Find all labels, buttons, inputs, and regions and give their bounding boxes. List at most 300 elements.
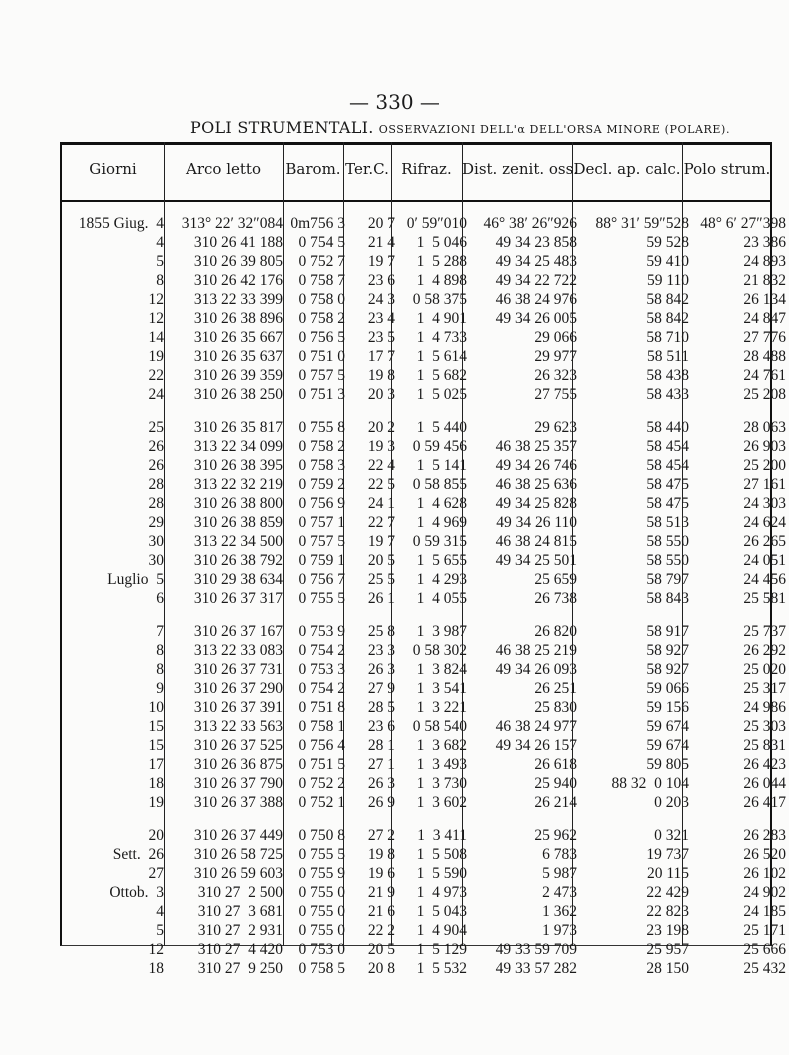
row-date: 9 bbox=[156, 680, 164, 697]
row-polo: 26 520 bbox=[743, 846, 786, 863]
row-arco-letto: 310 26 37 167 bbox=[193, 623, 283, 640]
row-arco-letto: 310 27 9 250 bbox=[197, 960, 283, 977]
row-termometro: 22 5 bbox=[367, 476, 395, 493]
row-date: 15 bbox=[148, 718, 164, 735]
row-termometro: 19 8 bbox=[367, 846, 395, 863]
row-polo: 24 456 bbox=[743, 571, 786, 588]
row-polo: 26 102 bbox=[743, 865, 786, 882]
row-declinazione: 19 737 bbox=[646, 846, 689, 863]
row-termometro: 22 4 bbox=[367, 457, 395, 474]
row-declinazione: 88° 31′ 59″528 bbox=[595, 215, 689, 232]
row-date: 22 bbox=[148, 367, 164, 384]
table-row bbox=[60, 641, 788, 660]
row-date: 1855 Giug. 4 bbox=[78, 215, 164, 232]
table-row bbox=[60, 774, 788, 793]
row-declinazione: 22 429 bbox=[646, 884, 689, 901]
row-date: 27 bbox=[148, 865, 164, 882]
table-row bbox=[60, 717, 788, 736]
page-title bbox=[190, 118, 730, 137]
page-number: — 330 — bbox=[349, 90, 440, 114]
row-arco-letto: 310 26 37 525 bbox=[193, 737, 283, 754]
row-date: 8 bbox=[156, 272, 164, 289]
row-polo: 25 200 bbox=[743, 457, 786, 474]
row-barometro: 0 751 0 bbox=[298, 348, 345, 365]
row-rifrazione: 1 3 493 bbox=[416, 756, 467, 773]
row-termometro: 26 3 bbox=[367, 775, 395, 792]
row-rifrazione: 1 3 730 bbox=[416, 775, 467, 792]
row-termometro: 24 1 bbox=[367, 495, 395, 512]
table-row bbox=[60, 755, 788, 774]
title-sub: OSSERVAZIONI DELL'α DELL'ORSA MINORE (POLARE). bbox=[378, 123, 731, 136]
row-distanza-zenitale: 46 38 25 357 bbox=[495, 438, 577, 455]
column-header-polo-strumentale: Polo strum. bbox=[683, 160, 771, 178]
row-date: 5 bbox=[156, 922, 164, 939]
row-date: 29 bbox=[148, 514, 164, 531]
row-termometro: 19 6 bbox=[367, 865, 395, 882]
table-row bbox=[60, 698, 788, 717]
table-row bbox=[60, 622, 788, 641]
row-arco-letto: 310 26 38 792 bbox=[193, 552, 283, 569]
row-termometro: 28 5 bbox=[367, 699, 395, 716]
row-distanza-zenitale: 46 38 25 219 bbox=[495, 642, 577, 659]
row-rifrazione: 0′ 59″010 bbox=[406, 215, 467, 232]
row-distanza-zenitale: 25 830 bbox=[534, 699, 577, 716]
row-declinazione: 0 321 bbox=[654, 827, 689, 844]
row-distanza-zenitale: 49 34 26 110 bbox=[496, 514, 577, 531]
row-rifrazione: 0 58 375 bbox=[412, 291, 467, 308]
header-divider bbox=[60, 200, 772, 202]
column-header-barom: Barom. bbox=[285, 160, 341, 178]
row-termometro: 27 2 bbox=[367, 827, 395, 844]
table-row bbox=[60, 290, 788, 309]
row-date: 20 bbox=[148, 827, 164, 844]
row-declinazione: 59 110 bbox=[646, 272, 689, 289]
row-date: 8 bbox=[156, 661, 164, 678]
row-distanza-zenitale: 6 783 bbox=[542, 846, 577, 863]
table-row bbox=[60, 456, 788, 475]
row-barometro: 0 758 5 bbox=[298, 960, 345, 977]
row-polo: 25 432 bbox=[743, 960, 786, 977]
row-termometro: 26 9 bbox=[367, 794, 395, 811]
row-barometro: 0 756 9 bbox=[298, 495, 345, 512]
row-date: 30 bbox=[148, 552, 164, 569]
row-barometro: 0 751 3 bbox=[298, 386, 345, 403]
row-declinazione: 58 440 bbox=[646, 419, 689, 436]
row-declinazione: 58 475 bbox=[646, 476, 689, 493]
row-rifrazione: 0 59 315 bbox=[412, 533, 467, 550]
row-polo: 25 171 bbox=[743, 922, 786, 939]
row-declinazione: 58 454 bbox=[646, 457, 689, 474]
row-arco-letto: 310 26 37 317 bbox=[193, 590, 283, 607]
table-row bbox=[60, 736, 788, 755]
row-termometro: 19 3 bbox=[367, 438, 395, 455]
row-arco-letto: 310 27 3 681 bbox=[197, 903, 283, 920]
row-termometro: 20 7 bbox=[367, 215, 395, 232]
column-header-giorni: Giorni bbox=[89, 160, 137, 178]
row-date: 5 bbox=[156, 253, 164, 270]
row-barometro: 0 759 2 bbox=[298, 476, 345, 493]
row-polo: 24 761 bbox=[743, 367, 786, 384]
row-barometro: 0 755 0 bbox=[298, 884, 345, 901]
row-barometro: 0 754 5 bbox=[298, 234, 345, 251]
row-polo: 25 317 bbox=[743, 680, 786, 697]
row-distanza-zenitale: 49 34 25 501 bbox=[495, 552, 577, 569]
row-date: Sett. 26 bbox=[112, 846, 164, 863]
row-termometro: 22 2 bbox=[367, 922, 395, 939]
row-polo: 25 020 bbox=[743, 661, 786, 678]
row-arco-letto: 313 22 33 083 bbox=[193, 642, 283, 659]
table-row bbox=[60, 347, 788, 366]
column-header-rifrazione: Rifraz. bbox=[401, 160, 452, 178]
row-polo: 26 134 bbox=[743, 291, 786, 308]
row-polo: 21 832 bbox=[743, 272, 786, 289]
row-distanza-zenitale: 26 214 bbox=[534, 794, 577, 811]
row-polo: 24 902 bbox=[743, 884, 786, 901]
table-row bbox=[60, 551, 788, 570]
row-date: 18 bbox=[148, 960, 164, 977]
row-termometro: 24 3 bbox=[367, 291, 395, 308]
row-barometro: 0 754 2 bbox=[298, 642, 345, 659]
row-arco-letto: 310 26 39 805 bbox=[193, 253, 283, 270]
column-header-termometro: Ter.C. bbox=[345, 160, 389, 178]
row-polo: 24 051 bbox=[743, 552, 786, 569]
row-distanza-zenitale: 49 34 26 093 bbox=[495, 661, 577, 678]
row-rifrazione: 1 5 614 bbox=[416, 348, 467, 365]
row-rifrazione: 1 4 973 bbox=[416, 884, 467, 901]
row-date: 19 bbox=[148, 794, 164, 811]
row-barometro: 0 757 5 bbox=[298, 367, 345, 384]
row-date: 25 bbox=[148, 419, 164, 436]
row-barometro: 0 750 8 bbox=[298, 827, 345, 844]
table-row bbox=[60, 902, 788, 921]
row-rifrazione: 1 5 288 bbox=[416, 253, 467, 270]
row-date: 14 bbox=[148, 329, 164, 346]
column-header-distanza-zenitale: Dist. zenit. oss. bbox=[462, 160, 579, 178]
row-termometro: 21 4 bbox=[367, 234, 395, 251]
row-barometro: 0 751 5 bbox=[298, 756, 345, 773]
row-declinazione: 58 475 bbox=[646, 495, 689, 512]
row-rifrazione: 1 4 898 bbox=[416, 272, 467, 289]
row-date: 12 bbox=[148, 310, 164, 327]
row-arco-letto: 310 29 38 634 bbox=[193, 571, 283, 588]
row-arco-letto: 310 26 37 731 bbox=[193, 661, 283, 678]
row-declinazione: 28 150 bbox=[646, 960, 689, 977]
row-distanza-zenitale: 29 977 bbox=[534, 348, 577, 365]
row-declinazione: 58 842 bbox=[646, 310, 689, 327]
row-distanza-zenitale: 49 34 23 858 bbox=[495, 234, 577, 251]
row-distanza-zenitale: 49 34 25 483 bbox=[495, 253, 577, 270]
row-rifrazione: 1 5 440 bbox=[416, 419, 467, 436]
row-rifrazione: 1 5 129 bbox=[416, 941, 467, 958]
table-row bbox=[60, 366, 788, 385]
table-row bbox=[60, 826, 788, 845]
observations-table bbox=[60, 214, 788, 978]
row-distanza-zenitale: 26 820 bbox=[534, 623, 577, 640]
row-barometro: 0 753 0 bbox=[298, 941, 345, 958]
row-date: Luglio 5 bbox=[107, 571, 164, 588]
row-rifrazione: 0 58 540 bbox=[412, 718, 467, 735]
row-polo: 26 417 bbox=[743, 794, 786, 811]
row-date: 12 bbox=[148, 291, 164, 308]
row-distanza-zenitale: 49 34 26 746 bbox=[495, 457, 577, 474]
row-polo: 24 847 bbox=[743, 310, 786, 327]
row-polo: 24 185 bbox=[743, 903, 786, 920]
table-row bbox=[60, 214, 788, 233]
row-declinazione: 59 156 bbox=[646, 699, 689, 716]
row-polo: 26 044 bbox=[743, 775, 786, 792]
row-barometro: 0 759 1 bbox=[298, 552, 345, 569]
row-arco-letto: 310 26 37 290 bbox=[193, 680, 283, 697]
table-row bbox=[60, 864, 788, 883]
row-arco-letto: 310 26 41 188 bbox=[193, 234, 283, 251]
row-declinazione: 59 674 bbox=[646, 718, 689, 735]
row-barometro: 0 752 2 bbox=[298, 775, 345, 792]
row-arco-letto: 310 27 2 500 bbox=[197, 884, 283, 901]
row-declinazione: 88 32 0 104 bbox=[611, 775, 689, 792]
row-termometro: 26 3 bbox=[367, 661, 395, 678]
row-declinazione: 23 198 bbox=[646, 922, 689, 939]
row-rifrazione: 1 5 043 bbox=[416, 903, 467, 920]
table-row bbox=[60, 475, 788, 494]
row-polo: 25 208 bbox=[743, 386, 786, 403]
row-polo: 25 666 bbox=[743, 941, 786, 958]
row-date: 24 bbox=[148, 386, 164, 403]
row-rifrazione: 1 3 824 bbox=[416, 661, 467, 678]
table-row bbox=[60, 679, 788, 698]
group-spacer bbox=[60, 812, 788, 826]
row-distanza-zenitale: 46 38 24 976 bbox=[495, 291, 577, 308]
row-termometro: 25 8 bbox=[367, 623, 395, 640]
row-declinazione: 58 842 bbox=[646, 291, 689, 308]
row-declinazione: 58 843 bbox=[646, 590, 689, 607]
row-declinazione: 58 438 bbox=[646, 367, 689, 384]
row-barometro: 0 755 0 bbox=[298, 903, 345, 920]
row-arco-letto: 310 26 42 176 bbox=[193, 272, 283, 289]
row-termometro: 19 7 bbox=[367, 253, 395, 270]
row-declinazione: 58 511 bbox=[646, 348, 689, 365]
row-distanza-zenitale: 46 38 25 636 bbox=[495, 476, 577, 493]
title-main: POLI STRUMENTALI. bbox=[190, 118, 374, 137]
row-date: 28 bbox=[148, 495, 164, 512]
row-declinazione: 20 115 bbox=[646, 865, 689, 882]
row-declinazione: 25 957 bbox=[646, 941, 689, 958]
row-declinazione: 59 674 bbox=[646, 737, 689, 754]
row-arco-letto: 310 26 59 603 bbox=[193, 865, 283, 882]
row-rifrazione: 1 4 293 bbox=[416, 571, 467, 588]
row-rifrazione: 1 5 046 bbox=[416, 234, 467, 251]
table-row bbox=[60, 309, 788, 328]
row-distanza-zenitale: 25 962 bbox=[534, 827, 577, 844]
row-date: 28 bbox=[148, 476, 164, 493]
row-rifrazione: 1 5 532 bbox=[416, 960, 467, 977]
row-distanza-zenitale: 29 623 bbox=[534, 419, 577, 436]
row-rifrazione: 1 3 411 bbox=[417, 827, 467, 844]
row-rifrazione: 0 59 456 bbox=[412, 438, 467, 455]
table-row bbox=[60, 660, 788, 679]
row-date: 15 bbox=[148, 737, 164, 754]
table-row bbox=[60, 845, 788, 864]
row-polo: 24 893 bbox=[743, 253, 786, 270]
column-header-declinazione: Decl. ap. calc. bbox=[573, 160, 681, 178]
row-barometro: 0 758 2 bbox=[298, 310, 345, 327]
row-distanza-zenitale: 25 659 bbox=[534, 571, 577, 588]
row-termometro: 20 8 bbox=[367, 960, 395, 977]
row-barometro: 0 755 5 bbox=[298, 846, 345, 863]
row-arco-letto: 310 26 35 637 bbox=[193, 348, 283, 365]
row-rifrazione: 0 58 302 bbox=[412, 642, 467, 659]
row-distanza-zenitale: 46 38 24 977 bbox=[495, 718, 577, 735]
row-distanza-zenitale: 2 473 bbox=[542, 884, 577, 901]
table-row bbox=[60, 589, 788, 608]
row-barometro: 0 752 7 bbox=[298, 253, 345, 270]
row-polo: 48° 6′ 27″398 bbox=[700, 215, 786, 232]
row-distanza-zenitale: 49 34 26 005 bbox=[495, 310, 577, 327]
row-barometro: 0 758 0 bbox=[298, 291, 345, 308]
row-termometro: 23 6 bbox=[367, 718, 395, 735]
row-declinazione: 58 513 bbox=[646, 514, 689, 531]
table-row bbox=[60, 252, 788, 271]
row-date: 19 bbox=[148, 348, 164, 365]
row-termometro: 27 9 bbox=[367, 680, 395, 697]
row-arco-letto: 313 22 32 219 bbox=[193, 476, 283, 493]
row-distanza-zenitale: 49 34 26 157 bbox=[495, 737, 577, 754]
row-barometro: 0 752 1 bbox=[298, 794, 345, 811]
row-arco-letto: 310 26 39 359 bbox=[193, 367, 283, 384]
row-barometro: 0 755 8 bbox=[298, 419, 345, 436]
row-declinazione: 59 066 bbox=[646, 680, 689, 697]
row-polo: 28 063 bbox=[743, 419, 786, 436]
row-date: 18 bbox=[148, 775, 164, 792]
row-rifrazione: 1 5 508 bbox=[416, 846, 467, 863]
row-arco-letto: 310 27 4 420 bbox=[197, 941, 283, 958]
table-row bbox=[60, 328, 788, 347]
row-termometro: 22 7 bbox=[367, 514, 395, 531]
row-declinazione: 58 433 bbox=[646, 386, 689, 403]
row-declinazione: 58 710 bbox=[646, 329, 689, 346]
row-date: 17 bbox=[148, 756, 164, 773]
row-polo: 27 161 bbox=[743, 476, 786, 493]
row-date: 8 bbox=[156, 642, 164, 659]
row-distanza-zenitale: 26 251 bbox=[534, 680, 577, 697]
row-date: 10 bbox=[148, 699, 164, 716]
row-barometro: 0 758 3 bbox=[298, 457, 345, 474]
row-barometro: 0 756 5 bbox=[298, 329, 345, 346]
row-rifrazione: 0 58 855 bbox=[412, 476, 467, 493]
row-termometro: 20 5 bbox=[367, 941, 395, 958]
row-rifrazione: 1 3 682 bbox=[416, 737, 467, 754]
row-termometro: 20 2 bbox=[367, 419, 395, 436]
row-distanza-zenitale: 1 362 bbox=[542, 903, 577, 920]
row-arco-letto: 310 26 38 800 bbox=[193, 495, 283, 512]
row-arco-letto: 310 26 36 875 bbox=[193, 756, 283, 773]
row-declinazione: 59 528 bbox=[646, 234, 689, 251]
row-rifrazione: 1 4 901 bbox=[416, 310, 467, 327]
row-barometro: 0 755 0 bbox=[298, 922, 345, 939]
row-declinazione: 0 203 bbox=[654, 794, 689, 811]
row-rifrazione: 1 4 055 bbox=[416, 590, 467, 607]
row-declinazione: 58 917 bbox=[646, 623, 689, 640]
row-termometro: 17 7 bbox=[367, 348, 395, 365]
row-date: 12 bbox=[148, 941, 164, 958]
row-termometro: 20 3 bbox=[367, 386, 395, 403]
table-row bbox=[60, 271, 788, 290]
row-polo: 24 303 bbox=[743, 495, 786, 512]
row-barometro: 0 755 9 bbox=[298, 865, 345, 882]
row-distanza-zenitale: 25 940 bbox=[534, 775, 577, 792]
row-polo: 26 283 bbox=[743, 827, 786, 844]
row-rifrazione: 1 4 904 bbox=[416, 922, 467, 939]
row-rifrazione: 1 3 221 bbox=[416, 699, 467, 716]
row-rifrazione: 1 5 682 bbox=[416, 367, 467, 384]
row-rifrazione: 1 3 541 bbox=[416, 680, 467, 697]
row-termometro: 28 1 bbox=[367, 737, 395, 754]
group-spacer bbox=[60, 404, 788, 418]
row-polo: 26 292 bbox=[743, 642, 786, 659]
row-rifrazione: 1 5 590 bbox=[416, 865, 467, 882]
row-arco-letto: 313 22 33 399 bbox=[193, 291, 283, 308]
column-header-arco-letto: Arco letto bbox=[186, 160, 261, 178]
row-declinazione: 58 927 bbox=[646, 642, 689, 659]
table-row bbox=[60, 959, 788, 978]
row-polo: 25 831 bbox=[743, 737, 786, 754]
row-rifrazione: 1 5 025 bbox=[416, 386, 467, 403]
row-polo: 24 624 bbox=[743, 514, 786, 531]
row-polo: 26 903 bbox=[743, 438, 786, 455]
row-rifrazione: 1 4 733 bbox=[416, 329, 467, 346]
table-row bbox=[60, 233, 788, 252]
row-arco-letto: 310 26 37 388 bbox=[193, 794, 283, 811]
row-barometro: 0 753 9 bbox=[298, 623, 345, 640]
row-termometro: 23 4 bbox=[367, 310, 395, 327]
row-arco-letto: 313 22 33 563 bbox=[193, 718, 283, 735]
row-barometro: 0 756 4 bbox=[298, 737, 345, 754]
row-polo: 27 776 bbox=[743, 329, 786, 346]
row-barometro: 0 751 8 bbox=[298, 699, 345, 716]
row-termometro: 25 5 bbox=[367, 571, 395, 588]
table-row bbox=[60, 437, 788, 456]
table-row bbox=[60, 494, 788, 513]
row-declinazione: 58 550 bbox=[646, 533, 689, 550]
row-distanza-zenitale: 46 38 24 815 bbox=[495, 533, 577, 550]
row-termometro: 21 6 bbox=[367, 903, 395, 920]
row-arco-letto: 313 22 34 099 bbox=[193, 438, 283, 455]
row-distanza-zenitale: 49 33 59 709 bbox=[495, 941, 577, 958]
row-rifrazione: 1 5 655 bbox=[416, 552, 467, 569]
row-termometro: 19 8 bbox=[367, 367, 395, 384]
row-declinazione: 58 927 bbox=[646, 661, 689, 678]
row-date: 4 bbox=[156, 234, 164, 251]
row-distanza-zenitale: 26 738 bbox=[534, 590, 577, 607]
row-distanza-zenitale: 26 323 bbox=[534, 367, 577, 384]
row-arco-letto: 310 26 38 859 bbox=[193, 514, 283, 531]
row-termometro: 19 7 bbox=[367, 533, 395, 550]
row-date: 26 bbox=[148, 457, 164, 474]
table-row bbox=[60, 570, 788, 589]
group-spacer bbox=[60, 608, 788, 622]
row-distanza-zenitale: 46° 38′ 26″926 bbox=[483, 215, 577, 232]
row-termometro: 27 1 bbox=[367, 756, 395, 773]
row-arco-letto: 310 26 38 395 bbox=[193, 457, 283, 474]
table-row bbox=[60, 513, 788, 532]
table-row bbox=[60, 793, 788, 812]
row-distanza-zenitale: 1 973 bbox=[542, 922, 577, 939]
row-polo: 24 986 bbox=[743, 699, 786, 716]
row-barometro: 0 756 7 bbox=[298, 571, 345, 588]
table-row bbox=[60, 418, 788, 437]
row-distanza-zenitale: 26 618 bbox=[534, 756, 577, 773]
row-polo: 23 386 bbox=[743, 234, 786, 251]
row-termometro: 26 1 bbox=[367, 590, 395, 607]
